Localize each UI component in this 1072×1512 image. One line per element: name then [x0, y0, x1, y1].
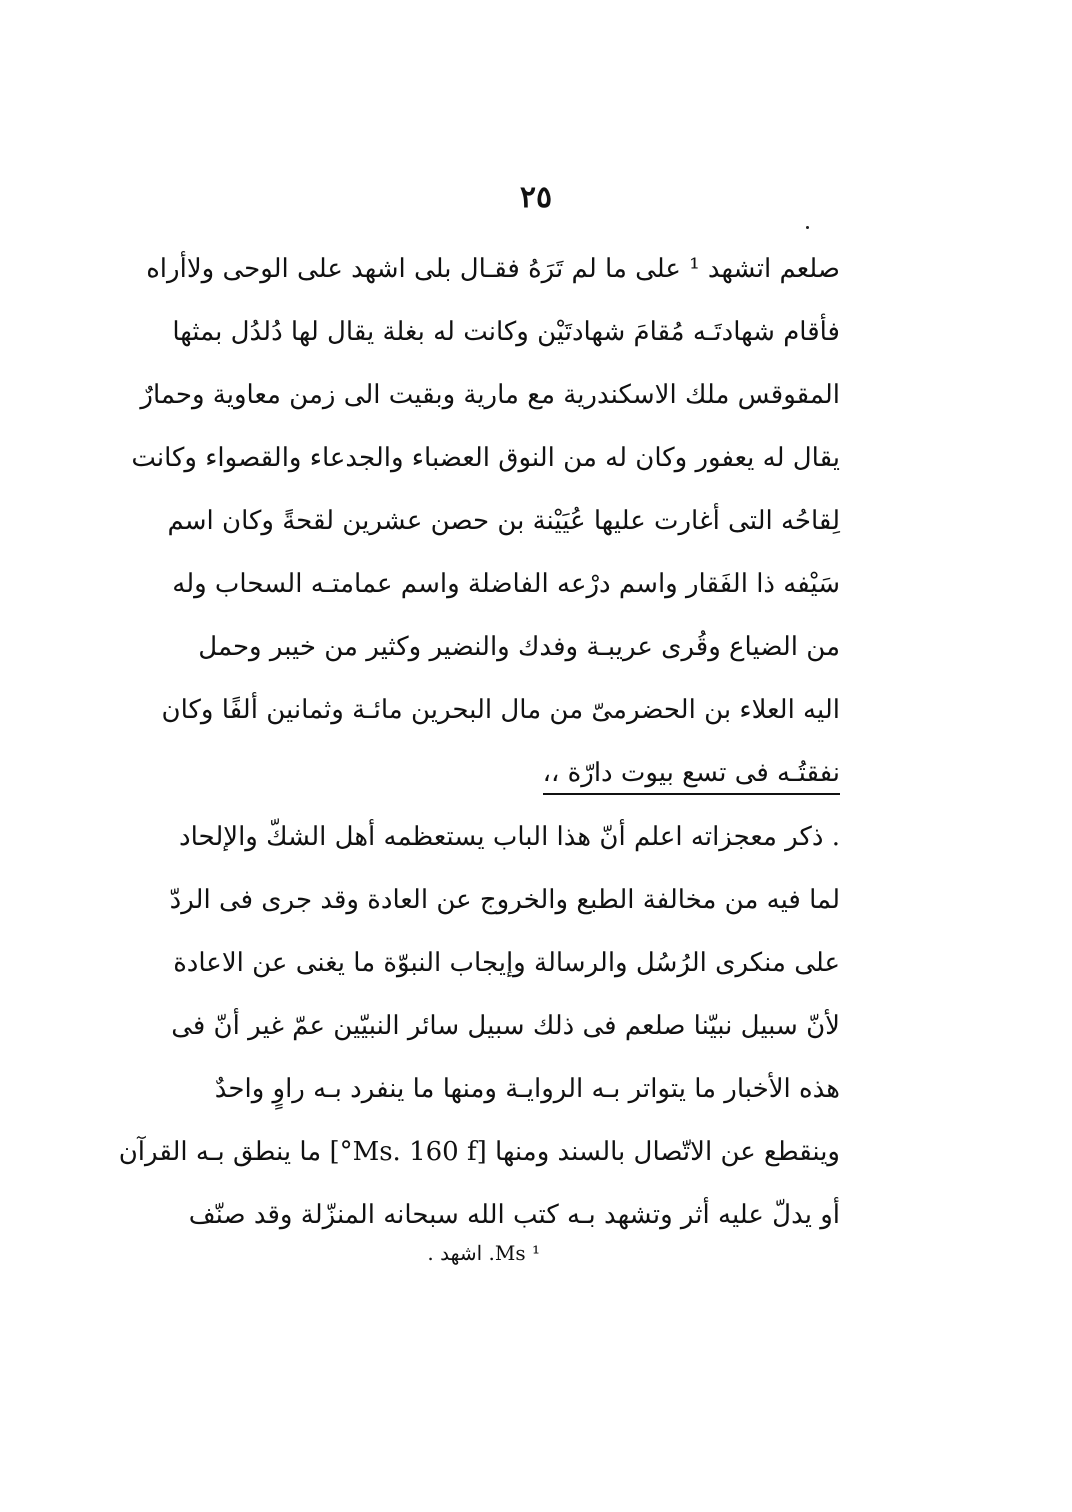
text-line: لما فيه من مخالفة الطبع والخروج عن العادة وقد جرى فى الردّ — [169, 885, 840, 915]
text-line: . ذكر معجزاته اعلم أنّ هذا الباب يستعظمه أهل الشكّ والإلحاد — [179, 822, 840, 852]
text-line: صلعم اتشهد ¹ على ما لم تَرَهُ فقـال بلى اشهد على الوحى ولاأراه — [146, 254, 840, 284]
text-line: لأنّ سبيل نبيّنا صلعم فى ذلك سبيل سائر النبيّين عمّ غير أنّ فى — [171, 1011, 840, 1041]
text-line: اليه العلاء بن الحضرمىّ من مال البحرين مائـة وثمانين ألفًا وكان — [161, 695, 840, 725]
text-line: يقال له يعفور وكان له من النوق العضباء والجدعاء والقصواء وكانت — [131, 443, 840, 473]
text-line: المقوقس ملك الاسكندرية مع مارية وبقيت الى زمن معاوية وحمارٌ — [140, 380, 840, 410]
paragraph-1 — [131, 238, 840, 805]
paragraph-2 — [118, 806, 840, 1247]
text-line: من الضياع وقُرى عريبـة وفدك والنضير وكثير من خيبر وحمل — [198, 632, 840, 662]
text-line: وينقطع عن الاتّصال بالسند ومنها [Ms. 160 f°] ما ينطق بـه القرآن — [118, 1137, 840, 1167]
text-line: على منكرى الرُسُل والرسالة وإيجاب النبوّة ما يغنى عن الاعادة — [173, 948, 840, 978]
text-line: أو يدلّ عليه أثر وتشهد بـه كتب الله سبحانه المنزّلة وقد صنّف — [188, 1200, 840, 1230]
text-line: فأقام شهادتَـه مُقامَ شهادتَيْن وكانت له بغلة يقال لها دُلدُل بمثها — [172, 317, 840, 347]
text-line: لِقاحُه التى أغارت عليها عُيَيْنة بن حصن عشرين لقحةً وكان اسم — [167, 506, 840, 536]
text-line-last — [250, 742, 840, 805]
page-number: ٢٥ — [519, 180, 553, 215]
underlined-closing-line: نفقتُـه فى تسع بيوت دارّة ،، — [543, 753, 840, 795]
text-line: سَيْفه ذا الفَقار واسم درْعه الفاضلة واسم عمامتـه السحاب وله — [172, 569, 840, 599]
footnote: ¹ Ms. اشهد . — [427, 1241, 540, 1265]
ink-speck — [806, 226, 809, 229]
text-line: هذه الأخبار ما يتواتر بـه الروايـة ومنها ما ينفرد بـه راوٍ واحدٌ — [214, 1074, 840, 1104]
